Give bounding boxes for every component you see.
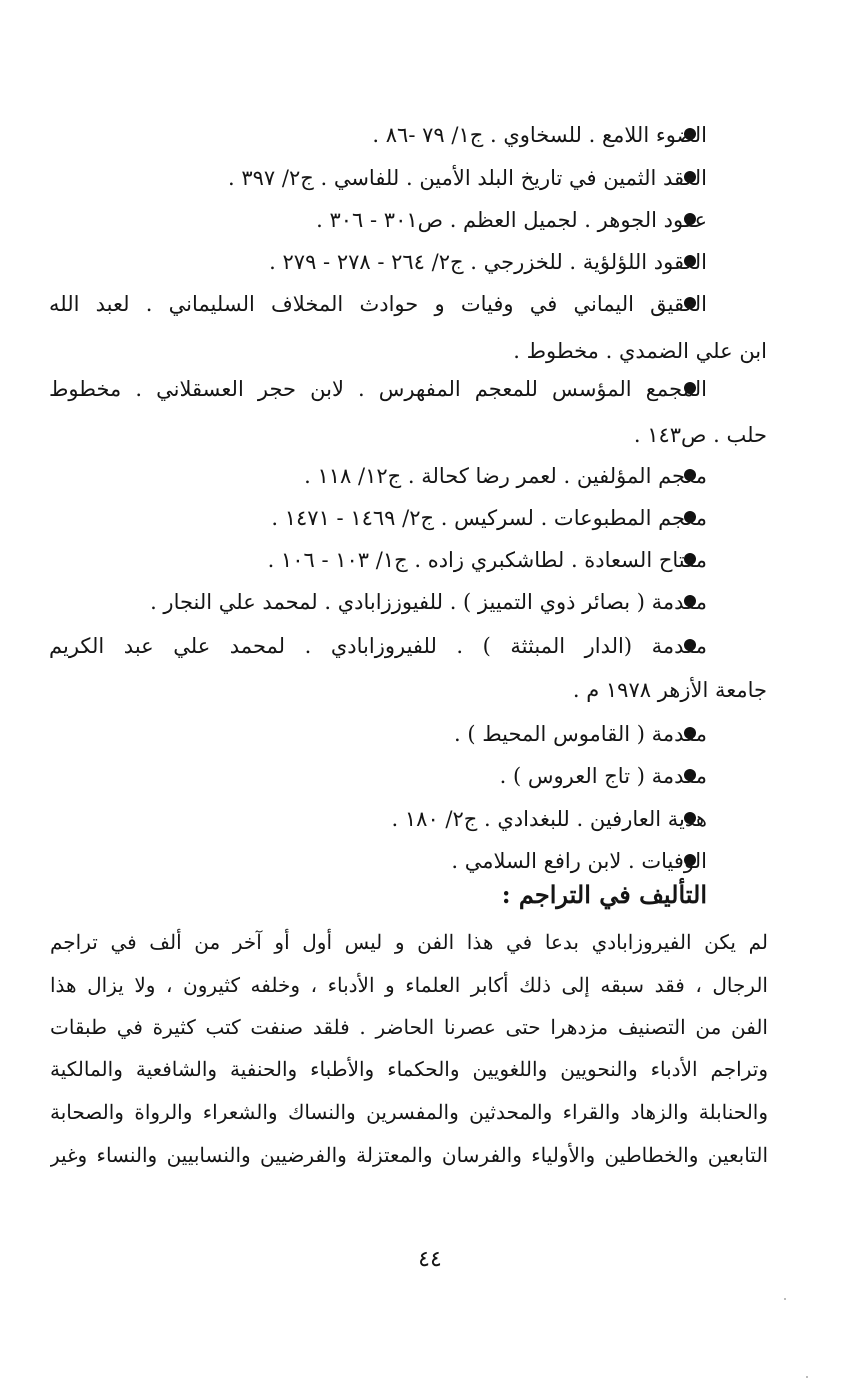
entry-text: مقدمة (الدار المبثثة ) . للفيروزابادي . لمحمد علي عبد الكريم [49, 634, 707, 658]
scan-speck [784, 1298, 786, 1300]
paragraph-line: التابعين والخطاطين والأولياء والفرسان والمعتزلة والفرضيين والنسابيين والنساء وغير [50, 1143, 768, 1167]
scan-speck [806, 1376, 808, 1378]
entry-text: مفتاح السعادة . لطاشكبري زاده . ج١/ ١٠٣ - ١٠٦ . [267, 548, 707, 572]
entry-text: معجم المطبوعات . لسركيس . ج٢/ ١٤٦٩ - ١٤٧١ . [271, 506, 707, 530]
entry-text: الوفيات . لابن رافع السلامي . [451, 849, 707, 873]
entry-text: مقدمة ( القاموس المحيط ) . [453, 722, 707, 746]
entry-continuation: ابن علي الضمدي . مخطوط . [513, 339, 767, 363]
paragraph-line: لم يكن الفيروزابادي بدعا في هذا الفن و ليس أول أو آخر من ألف في تراجم [50, 930, 768, 954]
entry-text: مقدمة ( تاج العروس ) . [499, 764, 707, 788]
page-number: ٤٤ [418, 1247, 442, 1272]
entry-continuation: حلب . ص١٤٣ . [633, 423, 767, 447]
entry-text: هدية العارفين . للبغدادي . ج٢/ ١٨٠ . [391, 807, 707, 831]
entry-text: العقيق اليماني في وفيات و حوادث المخلاف السليماني . لعبد الله [49, 292, 707, 316]
entry-text: المجمع المؤسس للمعجم المفهرس . لابن حجر العسقلاني . مخطوط [49, 377, 707, 401]
entry-text: العقود اللؤلؤية . للخزرجي . ج٢/ ٢٦٤ - ٢٧٨ - ٢٧٩ . [269, 250, 707, 274]
paragraph-line: الفن من التصنيف مزدهرا حتى عصرنا الحاضر . فلقد صنفت كتب كثيرة في طبقات [50, 1015, 768, 1039]
entry-text: العقد الثمين في تاريخ البلد الأمين . للفاسي . ج٢/ ٣٩٧ . [227, 166, 707, 190]
entry-continuation: جامعة الأزهر ١٩٧٨ م . [572, 678, 767, 702]
section-heading: التأليف في التراجم : [501, 880, 707, 909]
entry-text: الضوء اللامع . للسخاوي . ج١/ ٧٩ -٨٦ . [372, 123, 707, 147]
paragraph-line: والحنابلة والزهاد والقراء والمحدثين والمفسرين والنساك والشعراء والرواة والصحابة [50, 1100, 768, 1124]
paragraph-line: الرجال ، فقد سبقه إلى ذلك أكابر العلماء و الأدباء ، وخلفه كثيرون ، ولا يزال هذا [50, 973, 768, 997]
entry-text: معجم المؤلفين . لعمر رضا كحالة . ج١٢/ ١١٨ . [304, 464, 707, 488]
entry-text: مقدمة ( بصائر ذوي التمييز ) . للفيوززابادي . لمحمد علي النجار . [150, 590, 707, 614]
entry-text: عقود الجوهر . لجميل العظم . ص٣٠١ - ٣٠٦ . [316, 208, 707, 232]
paragraph-line: وتراجم الأدباء والنحويين واللغويين والحكماء والأطباء والحنفية والشافعية والمالكية [50, 1057, 768, 1081]
